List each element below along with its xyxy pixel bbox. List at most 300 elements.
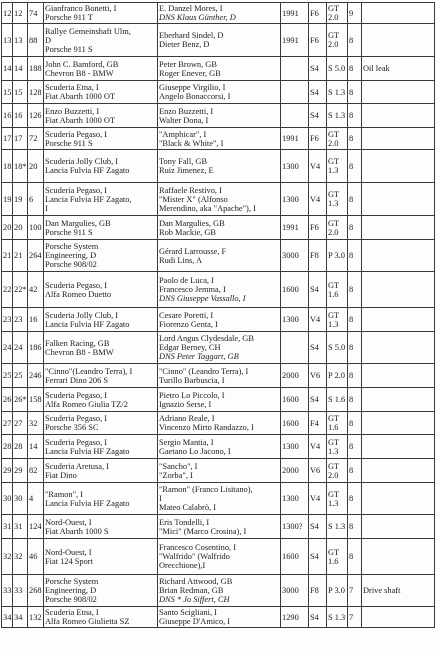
car-number-cell: 158 (28, 388, 44, 412)
entrant-line: Scuderia Pegaso, I (45, 390, 108, 400)
class-place-cell: 8 (348, 24, 362, 57)
remark-cell (362, 3, 435, 24)
results-table (1, 2, 435, 628)
entrant-car-cell (44, 104, 158, 128)
position-cell: 32 (2, 539, 13, 575)
car-number-cell: 46 (28, 539, 44, 575)
category-cell (327, 459, 348, 483)
category-cell (327, 308, 348, 332)
category-cell (327, 607, 348, 628)
category-line: 1.6 (328, 289, 339, 299)
category-line: 1.3 (328, 199, 339, 208)
category-line: GT (328, 129, 340, 139)
car-number-cell: 20 (28, 150, 44, 183)
driver-name: Sergio Mantia, I (159, 437, 214, 447)
entrant-car-cell (44, 575, 158, 607)
driver-name: Rudi Lins, A (159, 255, 203, 265)
entrant-car-cell (44, 388, 158, 412)
position-cell: 30 (2, 483, 13, 515)
year-cell: 1600 (281, 272, 309, 308)
entrant-line: Engineering, D (45, 251, 97, 260)
table-row (2, 607, 435, 628)
entrant-car-cell (44, 483, 158, 515)
car-number-cell: 132 (28, 607, 44, 628)
entrant-line: Chevron B8 - BMW (45, 68, 114, 78)
category-cell (327, 435, 348, 459)
driver-name: Giuseppe D'Amico, I (159, 617, 231, 626)
category-line: GT (328, 461, 340, 471)
driver-name: Paolo de Luca, I (159, 276, 214, 285)
table-row (2, 24, 435, 57)
entrant-car-cell (44, 364, 158, 388)
year-cell: 1300 (281, 435, 309, 459)
entrant-line: Scuderia Pegaso, I (45, 414, 108, 423)
drivers-cell (158, 272, 281, 308)
category-line: S 5.0 (328, 343, 346, 352)
entrant-line: Porsche System (45, 242, 99, 251)
category-line: S 1.3 (328, 87, 346, 97)
drivers-cell (158, 183, 281, 216)
remark-cell (362, 607, 435, 628)
car-number-cell: 264 (28, 240, 44, 272)
class-position-cell: 15 (13, 81, 28, 104)
category-line: 1.3 (328, 166, 339, 175)
category-line: GT (328, 190, 340, 199)
drivers-cell (158, 459, 281, 483)
class-position-cell: 19 (13, 183, 28, 216)
remark-cell (362, 24, 435, 57)
entrant-line: Lancia Fulvia HF Zagato, (45, 194, 132, 204)
class-place-cell: 7 (348, 575, 362, 607)
table-row (2, 459, 435, 483)
remark-cell (362, 183, 435, 216)
class-place-cell: 8 (348, 272, 362, 308)
entrant-line: Ferrari Dino 206 S (45, 375, 109, 385)
entrant-car-cell (44, 81, 158, 104)
entrant-line: Dan Margulies, GB (45, 218, 111, 228)
category-cell (327, 364, 348, 388)
entrant-line: Scuderia Pegaso, I (45, 129, 108, 139)
category-cell (327, 81, 348, 104)
entrant-line: Nord-Ouest, I (45, 517, 92, 527)
car-number-cell: 100 (28, 216, 44, 240)
remark-cell (362, 272, 435, 308)
engine-cell: F4 (309, 412, 327, 435)
category-line: S 1.3 (328, 111, 346, 120)
category-line: GT (328, 414, 340, 423)
category-line: S 1.6 (328, 395, 346, 404)
table-row (2, 57, 435, 81)
table-row (2, 216, 435, 240)
table-row (2, 332, 435, 364)
class-place-cell: 9 (348, 3, 362, 24)
class-position-cell: 25 (13, 364, 28, 388)
driver-name: Roger Enever, GB (159, 68, 221, 78)
dns-note: DNS * Jo Siffert, CH (159, 595, 230, 604)
drivers-cell (158, 150, 281, 183)
position-cell: 27 (2, 412, 13, 435)
remark-cell (362, 216, 435, 240)
position-cell: 22 (2, 272, 13, 308)
position-cell: 33 (2, 575, 13, 607)
driver-name: Turillo Barbuscia, I (159, 375, 225, 385)
entrant-line: I (45, 203, 48, 213)
position-cell: 13 (2, 24, 13, 57)
year-cell: 2000 (281, 459, 309, 483)
table-row (2, 575, 435, 607)
category-cell (327, 128, 348, 150)
driver-name: Francesco Jemma, I (159, 285, 226, 294)
class-place-cell: 8 (348, 435, 362, 459)
category-line: 1.3 (328, 446, 339, 456)
category-cell (327, 483, 348, 515)
table-row (2, 240, 435, 272)
entrant-car-cell (44, 607, 158, 628)
entrant-line: Porsche 911 S (45, 227, 93, 237)
entrant-line: Porsche 356 SC (45, 423, 99, 432)
year-cell: 1600 (281, 539, 309, 575)
class-position-cell: 12 (13, 3, 28, 24)
driver-name: Gaetano Lo Jacono, I (159, 446, 231, 456)
category-line: P 3.0 (328, 586, 345, 595)
entrant-line: Rallye Gemeinshaft Ulm, (45, 26, 131, 36)
remark-cell (362, 81, 435, 104)
engine-cell: S4 (309, 57, 327, 81)
drivers-cell (158, 388, 281, 412)
class-position-cell: 29 (13, 459, 28, 483)
car-number-cell: 188 (28, 57, 44, 81)
engine-cell: V4 (309, 150, 327, 183)
drivers-cell (158, 364, 281, 388)
category-line: GT (328, 489, 340, 499)
category-line: GT (328, 218, 340, 228)
entrant-line: Lancia Fulvia HF Zagato (45, 166, 130, 175)
table-row (2, 435, 435, 459)
category-cell (327, 332, 348, 364)
entrant-line: Lancia Fulvia HF Zagato (45, 319, 130, 329)
class-position-cell: 20 (13, 216, 28, 240)
class-place-cell: 8 (348, 388, 362, 412)
remark-cell (362, 332, 435, 364)
table-row (2, 515, 435, 539)
category-line: GT (328, 31, 340, 40)
entrant-line: Scuderia Pegaso, I (45, 437, 108, 447)
category-line: P 3.0 (328, 251, 345, 260)
remark-cell (362, 104, 435, 128)
class-position-cell: 24 (13, 332, 28, 364)
driver-name: Dieter Benz, D (159, 40, 210, 49)
class-place-cell: 8 (348, 332, 362, 364)
entrant-line: Porsche 911 S (45, 138, 93, 148)
entrant-car-cell (44, 24, 158, 57)
entrant-line: Alfa Romeo Giulia TZ/2 (45, 399, 128, 409)
class-place-cell: 8 (348, 183, 362, 216)
entrant-car-cell (44, 515, 158, 539)
engine-cell: F6 (309, 3, 327, 24)
category-cell (327, 24, 348, 57)
engine-cell: V4 (309, 435, 327, 459)
class-place-cell: 8 (348, 412, 362, 435)
driver-name: "Amphicar", I (159, 129, 207, 139)
entrant-car-cell (44, 183, 158, 216)
engine-cell: V4 (309, 183, 327, 216)
entrant-car-cell (44, 435, 158, 459)
category-line: S 5.0 (328, 64, 346, 73)
remark-cell (362, 150, 435, 183)
category-line: 2.0 (328, 227, 339, 237)
entrant-car-cell (44, 332, 158, 364)
category-cell (327, 412, 348, 435)
entrant-line: Fiat Abarth 1000 OT (45, 115, 116, 125)
driver-name: Fiorenzo Genta, I (159, 319, 218, 329)
year-cell: 1300 (281, 483, 309, 515)
class-place-cell: 8 (348, 483, 362, 515)
entrant-line: Porsche 908/02 (45, 595, 97, 604)
position-cell: 24 (2, 332, 13, 364)
car-number-cell: 16 (28, 308, 44, 332)
category-line: GT (328, 310, 340, 320)
drivers-cell (158, 81, 281, 104)
car-number-cell: 14 (28, 435, 44, 459)
position-cell: 25 (2, 364, 13, 388)
class-position-cell: 30 (13, 483, 28, 515)
engine-cell: V6 (309, 364, 327, 388)
year-cell (281, 57, 309, 81)
engine-cell: S4 (309, 332, 327, 364)
entrant-line: Falken Racing, GB (45, 338, 110, 348)
year-cell: 2000 (281, 364, 309, 388)
driver-name: Pietro Lo Piccolo, I (159, 390, 225, 400)
position-cell: 26 (2, 388, 13, 412)
engine-cell: S4 (309, 539, 327, 575)
drivers-cell (158, 57, 281, 81)
entrant-line: D (45, 35, 52, 45)
entrant-line: Engineering, D (45, 586, 97, 595)
year-cell: 1991 (281, 3, 309, 24)
entrant-line: Gianfranco Bonetti, I (45, 4, 117, 13)
driver-name: Eberhard Sindel, D (159, 31, 224, 40)
entrant-line: Lancia Fulvia HF Zagato (45, 446, 130, 456)
position-cell: 18 (2, 150, 13, 183)
table-row (2, 539, 435, 575)
driver-name: Mateo Calabrò, I (159, 503, 216, 512)
class-position-cell: 31 (13, 515, 28, 539)
category-cell (327, 272, 348, 308)
table-row (2, 104, 435, 128)
entrant-line: Enzo Buzzetti, I (45, 106, 100, 116)
drivers-cell (158, 515, 281, 539)
engine-cell: S4 (309, 104, 327, 128)
category-line: 2.0 (328, 470, 339, 480)
remark-cell: Oil leak (362, 57, 435, 81)
year-cell (281, 332, 309, 364)
table-row (2, 81, 435, 104)
remark-cell (362, 412, 435, 435)
position-cell: 16 (2, 104, 13, 128)
remark-cell (362, 128, 435, 150)
car-number-cell: 6 (28, 183, 44, 216)
drivers-cell (158, 539, 281, 575)
entrant-line: Porsche 908/02 (45, 260, 97, 269)
category-cell (327, 240, 348, 272)
driver-name: Edgar Berney, CH (159, 343, 221, 352)
remark-cell (362, 435, 435, 459)
entrant-line: "Ramon", I (45, 489, 84, 499)
table-row (2, 388, 435, 412)
category-line: GT (328, 4, 340, 13)
car-number-cell: 126 (28, 104, 44, 128)
class-place-cell: 8 (348, 81, 362, 104)
entrant-line: Scuderia Pegaso, I (45, 280, 108, 290)
drivers-cell (158, 412, 281, 435)
entrant-car-cell (44, 308, 158, 332)
position-cell: 31 (2, 515, 13, 539)
drivers-cell (158, 332, 281, 364)
class-place-cell: 8 (348, 459, 362, 483)
position-cell: 34 (2, 607, 13, 628)
class-place-cell: 8 (348, 515, 362, 539)
year-cell: 1600 (281, 412, 309, 435)
car-number-cell: 246 (28, 364, 44, 388)
driver-name: Tony Fall, GB (159, 157, 208, 166)
entrant-car-cell (44, 128, 158, 150)
position-cell: 19 (2, 183, 13, 216)
year-cell: 1290 (281, 607, 309, 628)
year-cell: 1300 (281, 150, 309, 183)
category-line: 1.3 (328, 319, 339, 329)
position-cell: 21 (2, 240, 13, 272)
drivers-cell (158, 3, 281, 24)
category-cell (327, 539, 348, 575)
engine-cell: V4 (309, 308, 327, 332)
car-number-cell: 42 (28, 272, 44, 308)
class-position-cell: 32 (13, 539, 28, 575)
year-cell: 1300 (281, 308, 309, 332)
year-cell: 1600 (281, 388, 309, 412)
driver-name: Gérard Larrousse, F (159, 246, 227, 256)
driver-name: "Cinno" (Leandro Terra), I (159, 366, 249, 376)
entrant-line: Porsche 911 S (45, 44, 93, 54)
results-rows (2, 3, 435, 628)
year-cell: 1991 (281, 24, 309, 57)
car-number-cell: 268 (28, 575, 44, 607)
driver-name: "Ramon" (Franco Lisitano), (159, 485, 253, 494)
dns-note: DNS Klaus Günther, D (159, 13, 236, 22)
driver-name: Orecchione),I (159, 561, 206, 570)
class-position-cell: 21 (13, 240, 28, 272)
car-number-cell: 72 (28, 128, 44, 150)
category-line: 2.0 (328, 40, 339, 49)
car-number-cell: 186 (28, 332, 44, 364)
class-position-cell: 13 (13, 24, 28, 57)
class-position-cell: 16 (13, 104, 28, 128)
category-line: 1.3 (328, 498, 339, 508)
car-number-cell: 82 (28, 459, 44, 483)
engine-cell: F6 (309, 216, 327, 240)
class-place-cell: 7 (348, 607, 362, 628)
driver-name: Eris Tondelli, I (159, 517, 210, 527)
drivers-cell (158, 216, 281, 240)
driver-name: Giuseppe Virgilio, I (159, 83, 226, 92)
entrant-car-cell (44, 539, 158, 575)
driver-name: Francesco Cosentino, I (159, 543, 236, 552)
entrant-car-cell (44, 272, 158, 308)
class-place-cell: 8 (348, 104, 362, 128)
category-cell (327, 150, 348, 183)
entrant-line: Alfa Romeo Duetto (45, 289, 112, 299)
category-line: 2.0 (328, 138, 339, 148)
driver-name: "Sancho", I (159, 461, 198, 471)
drivers-cell (158, 483, 281, 515)
driver-name: Dan Margulies, GB (159, 218, 225, 228)
year-cell (281, 81, 309, 104)
entrant-line: Chevron B8 - BMW (45, 347, 114, 357)
year-cell: 1300? (281, 515, 309, 539)
entrant-car-cell (44, 3, 158, 24)
drivers-cell (158, 104, 281, 128)
engine-cell: S4 (309, 607, 327, 628)
driver-name: "Black & White", I (159, 138, 224, 148)
engine-cell: F8 (309, 240, 327, 272)
remark-cell (362, 388, 435, 412)
entrant-line: Lancia Fulvia HF Zagato (45, 498, 130, 508)
driver-name: Peter Brown, GB (159, 59, 217, 69)
entrant-line: Scuderia Jolly Club, I (45, 310, 119, 320)
position-cell: 29 (2, 459, 13, 483)
year-cell (281, 104, 309, 128)
entrant-line: Fiat 124 Sport (45, 556, 93, 566)
category-line: GT (328, 547, 340, 557)
engine-cell: S4 (309, 272, 327, 308)
table-row (2, 183, 435, 216)
remark-cell: Drive shaft (362, 575, 435, 607)
car-number-cell: 128 (28, 81, 44, 104)
drivers-cell (158, 128, 281, 150)
category-line: 1.6 (328, 556, 339, 566)
engine-cell: F6 (309, 128, 327, 150)
entrant-line: Scuderia Pegaso, I (45, 185, 108, 195)
entrant-line: Porsche 911 T (45, 13, 93, 22)
entrant-car-cell (44, 216, 158, 240)
engine-cell: V6 (309, 459, 327, 483)
position-cell: 15 (2, 81, 13, 104)
position-cell: 23 (2, 308, 13, 332)
entrant-car-cell (44, 240, 158, 272)
position-cell: 12 (2, 3, 13, 24)
category-cell (327, 3, 348, 24)
remark-cell (362, 364, 435, 388)
driver-name: Merendino, aka "Apache"), I (159, 203, 256, 213)
entrant-line: Scuderia Jolly Club, I (45, 157, 119, 166)
entrant-line: Scuderia Etna, I (45, 83, 99, 92)
class-position-cell: 14 (13, 57, 28, 81)
class-position-cell: 33 (13, 575, 28, 607)
class-place-cell: 8 (348, 240, 362, 272)
remark-cell (362, 308, 435, 332)
driver-name: Rob Mackie, GB (159, 227, 216, 237)
category-line: 2.0 (328, 13, 339, 22)
class-position-cell: 18* (13, 150, 28, 183)
entrant-line: Fiat Abarth 1000 S (45, 526, 109, 536)
entrant-car-cell (44, 459, 158, 483)
class-position-cell: 26* (13, 388, 28, 412)
remark-cell (362, 483, 435, 515)
class-place-cell: 8 (348, 216, 362, 240)
year-cell: 1991 (281, 216, 309, 240)
driver-name: Brian Redman, GB (159, 586, 224, 595)
class-place-cell: 8 (348, 364, 362, 388)
driver-name: I (159, 494, 162, 503)
